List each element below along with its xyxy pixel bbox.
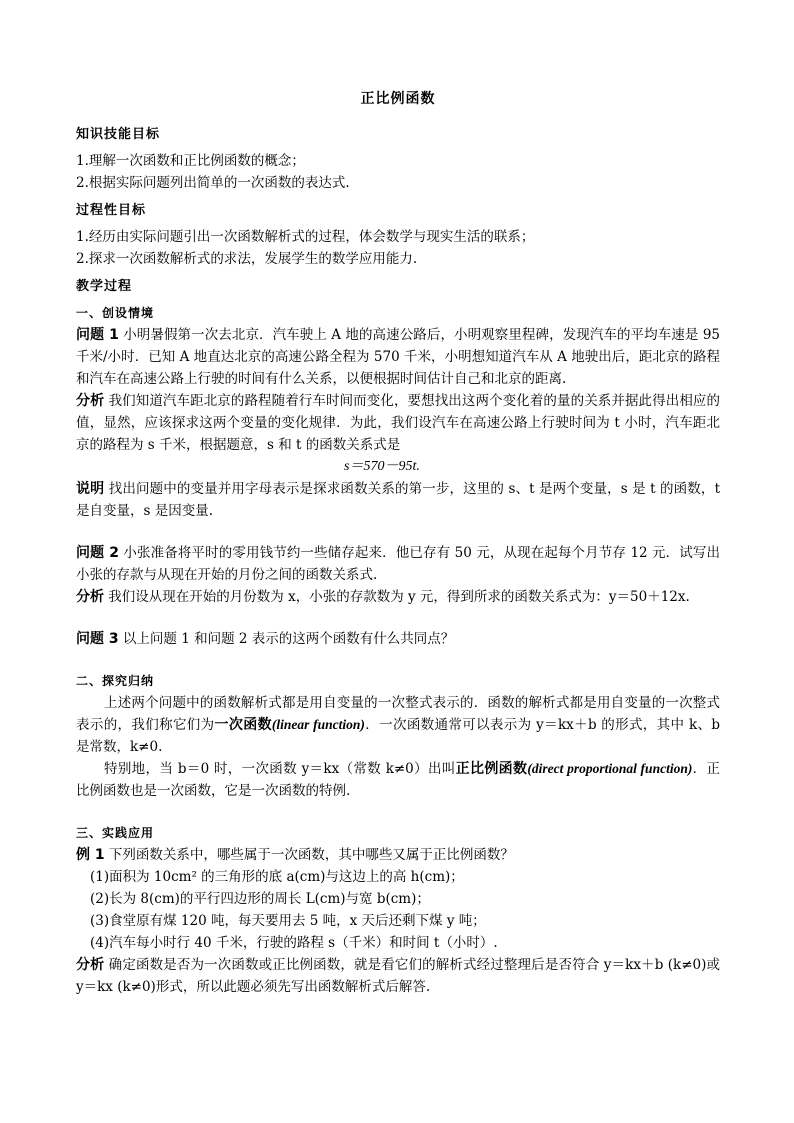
process-item-2: 2.探求一次函数解析式的求法，发展学生的数学应用能力. <box>76 251 418 267</box>
teaching-heading: 教学过程 <box>76 279 133 294</box>
example1-text: 下列函数关系中，哪些属于一次函数，其中哪些又属于正比例函数？ <box>104 847 514 863</box>
induction-paragraph-1 <box>76 692 720 758</box>
note <box>76 478 720 522</box>
induction-p2-b: ．正比例函数也是一次函数，它是一次函数的特例. <box>76 761 721 799</box>
term-direct-proportional-en: (direct proportional function) <box>527 761 693 776</box>
analysis1-text: 我们知道汽车距北京的路程随着行车时间而变化，要想找出这两个变化着的量的关系并据此得出相应的值，显然，应该探求这两个变量的变化规律．为此，我们设汽车在高速公路上行驶时间为 t 小时，汽车距北京的路程为 s 千米，根据题意，s 和 t 的函数关系式是 <box>76 393 721 453</box>
section3-heading: 三、实践应用 <box>76 826 155 840</box>
induction-paragraph-2 <box>76 758 720 802</box>
analysis2-label: 分析 <box>76 589 104 605</box>
analysis1 <box>76 390 720 456</box>
induction-p2-a: 特别地，当 b＝0 时，一次函数 y＝kx（常数 k≠0）出叫 <box>104 761 456 777</box>
problem2-label: 问题 2 <box>76 545 119 561</box>
example-analysis <box>76 954 720 998</box>
example-item-1: (1)面积为 10cm² 的三角形的底 a(cm)与这边上的高 h(cm)； <box>90 869 464 885</box>
formula-s: s＝570－95t. <box>344 459 420 474</box>
example-item-2: (2)长为 8(cm)的平行四边形的周长 L(cm)与宽 b(cm)； <box>90 891 430 907</box>
note-text: 找出问题中的变量并用字母表示是探求函数关系的第一步，这里的 s、t 是两个变量，s 是 t 的函数，t 是自变量，s 是因变量. <box>76 481 720 519</box>
problem3-label: 问题 3 <box>76 631 119 647</box>
note-label: 说明 <box>76 481 105 497</box>
analysis1-label: 分析 <box>76 393 105 409</box>
problem2-text: 小张准备将平时的零用钱节约一些储存起来．他已存有 50 元，从现在起每个月节存 12 元．试写出小张的存款与从现在开始的月份之间的函数关系式. <box>76 545 721 583</box>
term-linear-function: 一次函数 <box>214 717 272 733</box>
example-analysis-label: 分析 <box>76 957 105 973</box>
knowledge-item-2: 2.根据实际问题列出简单的一次函数的表达式. <box>76 175 350 191</box>
analysis2-text: 我们设从现在开始的月份数为 x，小张的存款数为 y 元，得到所求的函数关系式为：y＝50＋12x. <box>104 589 690 605</box>
problem1-label: 问题 1 <box>76 327 119 343</box>
example-analysis-text: 确定函数是否为一次函数或正比例函数，就是看它们的解析式经过整理后是否符合 y＝kx＋b (k≠0)或 y＝kx (k≠0)形式，所以此题必须先写出函数解析式后解答. <box>76 957 720 995</box>
problem3 <box>76 628 720 650</box>
problem1 <box>76 324 720 390</box>
induction-p1-b: ．一次函数通常可以表示为 y＝kx＋b 的形式，其中 k、b 是常数，k≠0. <box>76 717 721 755</box>
induction-p1-a: 上述两个问题中的函数解析式都是用自变量的一次整式表示的．函数的解析式都是用自变量的一次整式表示的，我们称它们为 <box>76 695 720 733</box>
knowledge-heading: 知识技能目标 <box>76 127 161 142</box>
example-item-3: (3)食堂原有煤 120 吨，每天要用去 5 吨，x 天后还剩下煤 y 吨； <box>90 913 486 929</box>
section2-heading: 二、探究归纳 <box>76 674 155 688</box>
process-heading: 过程性目标 <box>76 203 147 218</box>
problem2 <box>76 542 720 586</box>
process-item-1: 1.经历由实际问题引出一次函数解析式的过程，体会数学与现实生活的联系； <box>76 229 535 245</box>
example1-label: 例 1 <box>76 847 105 863</box>
analysis2 <box>76 586 720 608</box>
problem1-text: 小明暑假第一次去北京．汽车驶上 A 地的高速公路后，小明观察里程碑，发现汽车的平均车速是 95 千米/小时．已知 A 地直达北京的高速公路全程为 570 千米，小明想知道汽车从 A 地驶出后，距北京的路程和汽车在高速公路上行驶的时间有什么关系，以便根据时间估计自己和北京的距离. <box>76 327 720 387</box>
term-direct-proportional: 正比例函数 <box>455 761 528 777</box>
document-page <box>76 88 720 998</box>
example-item-4: (4)汽车每小时行 40 千米，行驶的路程 s（千米）和时间 t（小时）. <box>90 935 498 951</box>
term-linear-function-en: (linear function) <box>271 717 365 732</box>
page-title: 正比例函数 <box>360 91 436 107</box>
section1-heading: 一、创设情境 <box>76 306 155 320</box>
problem3-text: 以上问题 1 和问题 2 表示的这两个函数有什么共同点？ <box>118 631 455 647</box>
example1 <box>76 844 720 866</box>
knowledge-item-1: 1.理解一次函数和正比例函数的概念； <box>76 153 305 169</box>
